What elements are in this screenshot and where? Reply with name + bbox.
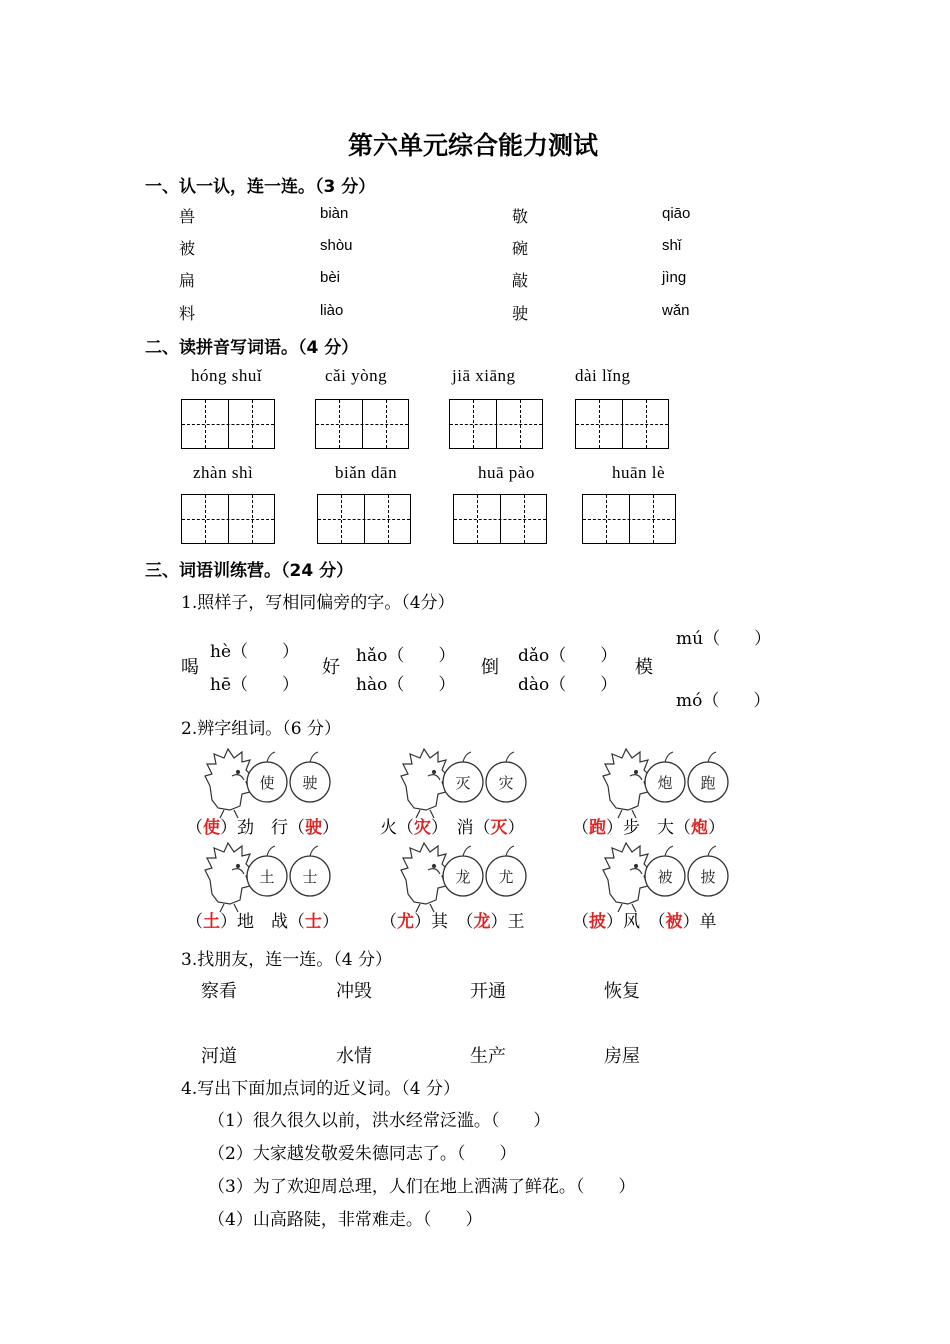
q2-word: 消 (456, 818, 474, 838)
q2-word: 行 (271, 818, 288, 838)
writing-grid[interactable] (449, 399, 543, 449)
q1-root-char: 好 (322, 657, 340, 678)
q2-word: 火 (380, 818, 397, 838)
page-title: 第六单元综合能力测试 (348, 131, 599, 160)
s1-right-char: 驶 (512, 304, 529, 323)
hedgehog-apples-picture (202, 746, 352, 821)
svg-text:炮: 炮 (657, 774, 673, 792)
hedgehog-icon (205, 749, 252, 818)
apple-icon (247, 846, 287, 896)
s1-left-pinyin: biàn (320, 205, 349, 222)
apple-icon (247, 752, 287, 802)
svg-text:灭: 灭 (455, 774, 471, 792)
writing-grid[interactable] (317, 494, 411, 544)
q2-answer: 披 (589, 912, 606, 932)
s1-left-pinyin: liào (320, 302, 344, 319)
s1-left-char: 扁 (179, 271, 196, 290)
hedgehog-apples-picture (600, 840, 750, 915)
svg-text:灾: 灾 (498, 774, 514, 792)
q3-top-word: 冲毁 (336, 981, 372, 1002)
writing-grid[interactable] (453, 494, 547, 544)
s1-left-char: 料 (179, 304, 196, 323)
s2-pinyin: biǎn dān (335, 463, 398, 482)
apple-icon (443, 752, 483, 802)
q2-answer: 灾 (414, 818, 431, 838)
s1-right-char: 敲 (512, 271, 529, 290)
svg-text:尤: 尤 (498, 868, 514, 886)
q2-answer-line: （尤）其 （龙）王 (380, 912, 525, 932)
s1-left-pinyin: bèi (320, 269, 341, 286)
q3-top-word: 恢复 (604, 981, 640, 1002)
svg-text:跑: 跑 (700, 774, 716, 792)
writing-grid[interactable] (181, 399, 275, 449)
q2-prompt: 2.辨字组词。（6 分） (181, 719, 341, 739)
q1-root-char: 倒 (481, 657, 499, 678)
s2-pinyin: huā pào (478, 463, 535, 482)
hedgehog-icon (401, 749, 448, 818)
section2-heading: 二、读拼音写词语。（4 分） (145, 338, 359, 358)
s1-right-pinyin: wǎn (662, 302, 690, 319)
q3-bottom-word: 河道 (201, 1046, 237, 1067)
s1-right-char: 碗 (512, 239, 529, 258)
hedgehog-apples-picture (398, 746, 548, 821)
svg-text:驶: 驶 (302, 774, 318, 792)
q1-root-char: 喝 (181, 657, 199, 678)
writing-grid[interactable] (315, 399, 409, 449)
writing-grid[interactable] (181, 494, 275, 544)
q2-answer-line: （跑）步 大（炮） (572, 818, 725, 838)
hedgehog-apples-picture (398, 840, 548, 915)
apple-icon (688, 752, 728, 802)
svg-text:被: 被 (657, 868, 673, 886)
q4-item: （2）大家越发敬爱朱德同志了。（ ） (208, 1144, 517, 1164)
hedgehog-apples-picture (202, 840, 352, 915)
svg-text:使: 使 (259, 774, 275, 792)
q1-prompt: 1.照样子，写相同偏旁的字。（4分） (181, 593, 455, 613)
hedgehog-icon (205, 843, 252, 912)
s1-right-pinyin: jìng (662, 269, 687, 286)
q2-answer-line: （使）劲 行（驶） (186, 818, 339, 838)
q1-blank[interactable]: hē（ ） (210, 675, 300, 695)
q2-answer: 被 (665, 912, 683, 932)
apple-icon (645, 846, 685, 896)
q3-bottom-word: 水情 (336, 1046, 372, 1067)
q2-answer: 龙 (473, 912, 491, 932)
s2-pinyin: cǎi yòng (325, 366, 388, 385)
q2-word: 大 (657, 818, 674, 838)
q3-prompt: 3.找朋友，连一连。（4 分） (181, 950, 392, 970)
q1-blank[interactable]: dǎo（ ） (518, 646, 618, 666)
apple-icon (688, 846, 728, 896)
q4-item: （1）很久很久以前，洪水经常泛滥。（ ） (208, 1111, 551, 1131)
section1-heading: 一、认一认，连一连。（3 分） (145, 177, 376, 197)
q4-item: （4）山高路陡，非常难走。（ ） (208, 1210, 483, 1230)
q2-answer: 土 (203, 912, 220, 932)
writing-grid[interactable] (575, 399, 669, 449)
apple-icon (486, 752, 526, 802)
svg-text:龙: 龙 (455, 868, 471, 886)
s1-right-pinyin: shǐ (662, 237, 682, 254)
q4-item: （3）为了欢迎周总理，人们在地上洒满了鲜花。（ ） (208, 1177, 636, 1197)
apple-icon (290, 752, 330, 802)
q1-root-char: 模 (635, 657, 653, 678)
q2-word: 劲 (237, 818, 254, 838)
q2-answer-line: 火（灾） 消（灭） (380, 818, 525, 838)
q1-blank[interactable]: hào（ ） (356, 675, 456, 695)
q2-answer-line: （披）风 （被）单 (572, 912, 717, 932)
q2-answer: 炮 (691, 818, 708, 838)
s1-left-char: 被 (179, 239, 196, 258)
q3-bottom-word: 房屋 (604, 1046, 640, 1067)
hedgehog-icon (603, 749, 650, 818)
q2-answer: 使 (203, 818, 220, 838)
q2-word: 地 (237, 912, 254, 932)
q2-word: 风 (623, 912, 640, 932)
q4-prompt: 4.写出下面加点词的近义词。（4 分） (181, 1079, 460, 1099)
s2-pinyin: zhàn shì (193, 463, 254, 482)
s1-left-char: 兽 (179, 207, 196, 226)
q3-top-word: 开通 (470, 981, 506, 1002)
q1-blank[interactable]: hǎo（ ） (356, 646, 456, 666)
q2-answer-line: （土）地 战（士） (186, 912, 339, 932)
q1-blank[interactable]: mó（ ） (676, 691, 771, 711)
apple-icon (290, 846, 330, 896)
apple-icon (486, 846, 526, 896)
q2-answer: 跑 (589, 818, 606, 838)
q2-answer: 灭 (490, 818, 508, 838)
svg-text:士: 士 (302, 868, 318, 886)
q2-word: 王 (507, 912, 525, 932)
s2-pinyin: jiā xiāng (452, 366, 516, 385)
q1-blank[interactable]: dào（ ） (518, 675, 618, 695)
q1-blank[interactable]: mú（ ） (676, 629, 772, 649)
q2-answer: 驶 (305, 818, 322, 838)
s1-right-pinyin: qiāo (662, 205, 691, 222)
s1-right-char: 敬 (512, 207, 529, 226)
s2-pinyin: dài lǐng (575, 366, 631, 385)
svg-text:披: 披 (700, 868, 716, 886)
hedgehog-apples-picture (600, 746, 750, 821)
q2-answer: 士 (305, 912, 322, 932)
q2-word: 单 (699, 912, 717, 932)
q2-answer: 尤 (397, 912, 414, 932)
s1-left-pinyin: shòu (320, 237, 353, 254)
apple-icon (645, 752, 685, 802)
q2-word: 步 (623, 818, 640, 838)
svg-text:土: 土 (259, 868, 275, 886)
writing-grid[interactable] (582, 494, 676, 544)
q3-bottom-word: 生产 (470, 1046, 506, 1067)
hedgehog-icon (603, 843, 650, 912)
q3-top-word: 察看 (201, 981, 237, 1002)
q2-word: 战 (271, 912, 288, 932)
s2-pinyin: huān lè (612, 463, 666, 482)
s2-pinyin: hóng shuǐ (191, 366, 263, 385)
apple-icon (443, 846, 483, 896)
section3-heading: 三、词语训练营。（24 分） (145, 561, 354, 581)
hedgehog-icon (401, 843, 448, 912)
q1-blank[interactable]: hè（ ） (210, 642, 300, 662)
q2-word: 其 (431, 912, 448, 932)
